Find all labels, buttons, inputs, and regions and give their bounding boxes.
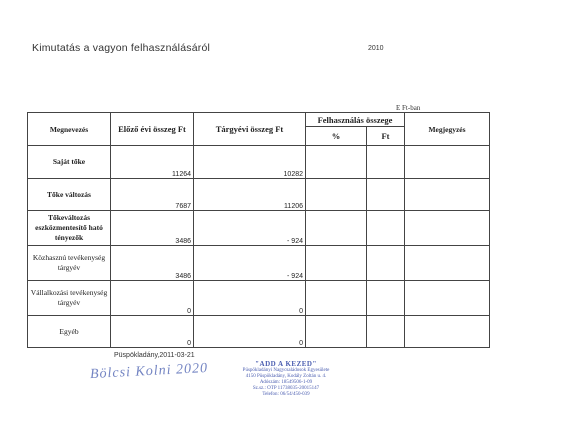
row-label: Tőke változás — [28, 179, 111, 211]
table-row — [28, 281, 490, 316]
cell-previous-value: 3486 — [111, 211, 194, 246]
cell-ft — [367, 211, 405, 246]
cell-previous-value: 3486 — [111, 246, 194, 281]
row-label: Egyéb — [28, 316, 111, 348]
cell-remarks — [405, 179, 490, 211]
stamp-line: 4150 Püspökladány, Kodály Zoltán u. 4. — [245, 374, 327, 379]
cell-ft — [367, 246, 405, 281]
col-header-usage-amount: Felhasználás összege — [306, 113, 405, 127]
cell-percent — [306, 316, 367, 348]
cell-current-value: 11206 — [194, 179, 306, 211]
place-and-date: Püspökladány,2011-03-21 — [114, 352, 195, 359]
cell-ft — [367, 281, 405, 316]
cell-current-value: 10282 — [194, 146, 306, 179]
row-label: Saját tőke — [28, 146, 111, 179]
cell-ft — [367, 316, 405, 348]
cell-remarks — [405, 211, 490, 246]
cell-percent — [306, 211, 367, 246]
report-year: 2010 — [368, 45, 384, 52]
asset-usage-table — [27, 112, 490, 348]
cell-ft — [367, 179, 405, 211]
table-row — [28, 146, 490, 179]
stamp-line: Püspökladányi Nagycsaládosok Egyesülete — [242, 368, 330, 373]
cell-previous-value: 0 — [111, 316, 194, 348]
cell-previous-value: 11264 — [111, 146, 194, 179]
cell-ft — [367, 146, 405, 179]
cell-current-value: 0 — [194, 281, 306, 316]
col-header-previous-year: Előző évi összeg Ft — [111, 113, 194, 146]
organization-stamp — [226, 360, 346, 398]
cell-previous-value: 7687 — [111, 179, 194, 211]
stamp-line: Telefon: 06/54/450-039 — [262, 392, 310, 397]
cell-remarks — [405, 316, 490, 348]
row-label: Tőkeváltozás eszközmentesítő ható tényezők — [28, 211, 111, 246]
row-label: Vállalkozási tevékenység tárgyév — [28, 281, 111, 316]
col-header-current-year: Tárgyévi összeg Ft — [194, 113, 306, 146]
stamp-line: Sz.sz.: OTP 11738035-20015147 — [252, 386, 320, 391]
currency-unit-note: E Ft-ban — [396, 104, 421, 112]
col-header-percent: % — [306, 127, 367, 146]
cell-current-value: - 924 — [194, 211, 306, 246]
cell-percent — [306, 179, 367, 211]
cell-percent — [306, 246, 367, 281]
table-row — [28, 316, 490, 348]
handwritten-signature: Bölcsi Kolni 2020 — [89, 360, 209, 383]
cell-remarks — [405, 146, 490, 179]
table-header-row — [28, 113, 490, 127]
cell-current-value: 0 — [194, 316, 306, 348]
cell-percent — [306, 281, 367, 316]
cell-remarks — [405, 246, 490, 281]
cell-previous-value: 0 — [111, 281, 194, 316]
document-title: Kimutatás a vagyon felhasználásáról — [32, 42, 211, 54]
table-row — [28, 211, 490, 246]
col-header-remarks: Megjegyzés — [405, 113, 490, 146]
table-row — [28, 179, 490, 211]
stamp-title: "ADD A KEZED" — [255, 360, 317, 368]
cell-remarks — [405, 281, 490, 316]
cell-current-value: - 924 — [194, 246, 306, 281]
col-header-ft: Ft — [367, 127, 405, 146]
stamp-line: Adószám: 18549506-1-09 — [259, 380, 313, 385]
table-row — [28, 246, 490, 281]
cell-percent — [306, 146, 367, 179]
col-header-megnevezes: Megnevezés — [28, 113, 111, 146]
row-label: Közhasznú tevékenység tárgyév — [28, 246, 111, 281]
